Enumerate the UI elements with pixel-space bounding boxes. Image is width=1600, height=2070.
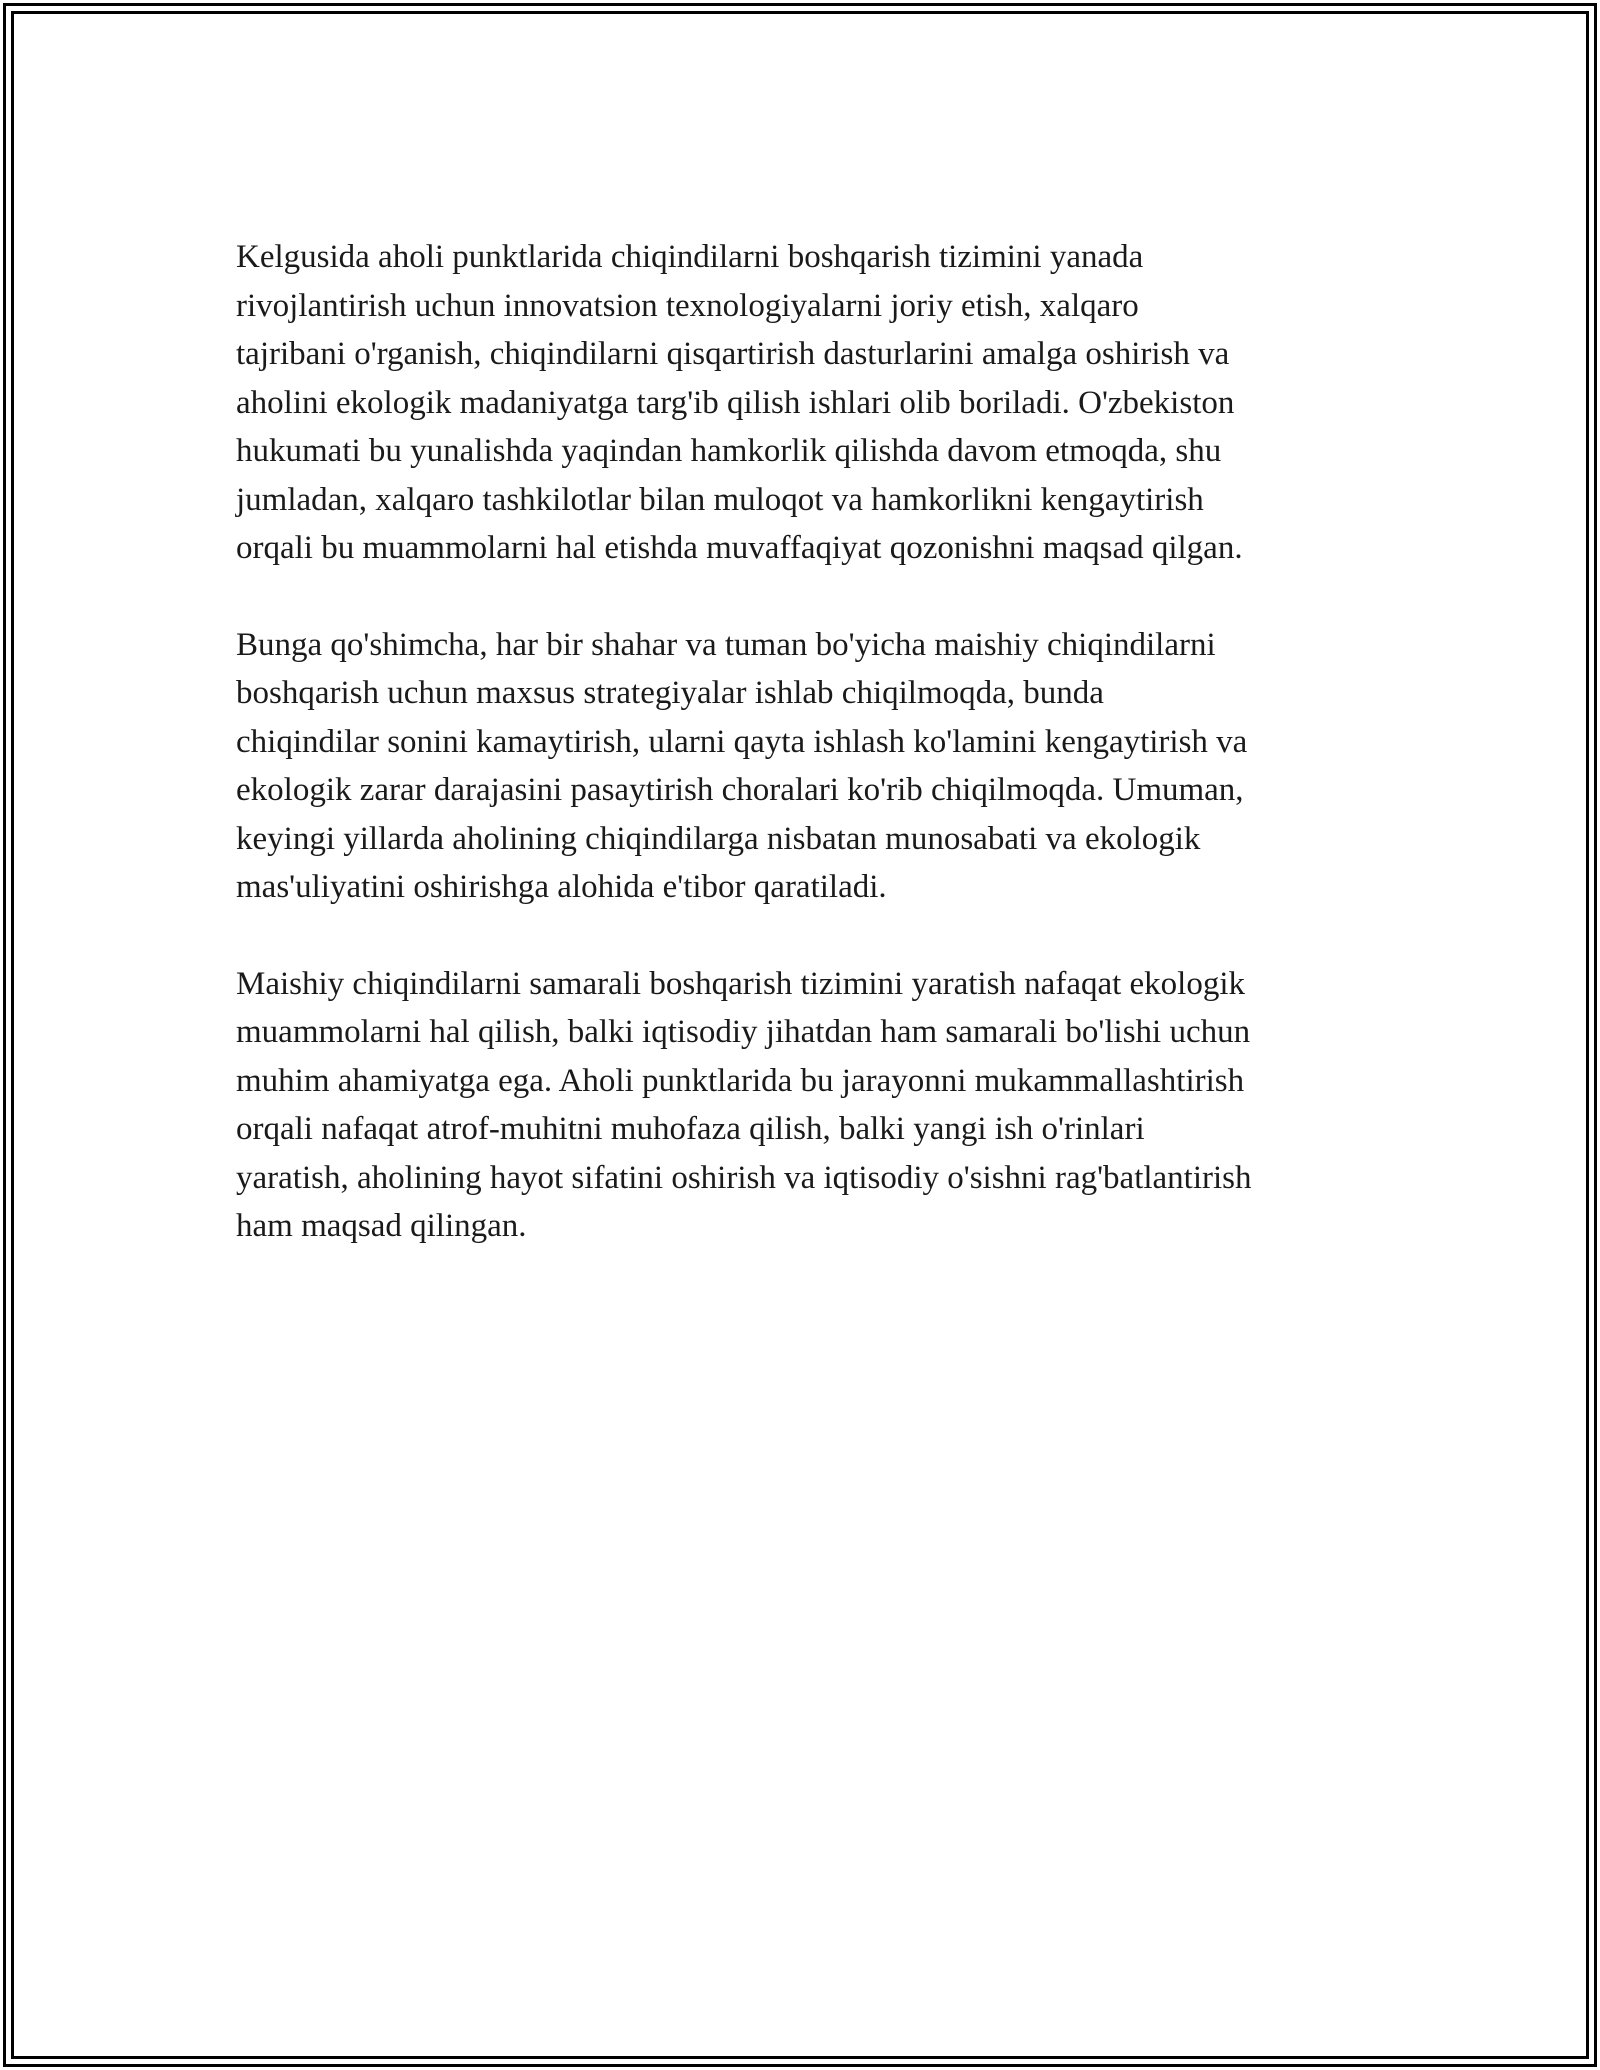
paragraph-line: muhim ahamiyatga ega. Aholi punktlarida bu jarayonni mukammallashtirish — [236, 1062, 1245, 1099]
paragraph-line: chiqindilar sonini kamaytirish, ularni qayta ishlash ko'lamini kengaytirish va — [236, 723, 1248, 760]
paragraph-line: yaratish, aholining hayot sifatini oshirish va iqtisodiy o'sishni rag'batlantirish — [236, 1159, 1252, 1196]
paragraph-line: keyingi yillarda aholining chiqindilarga nisbatan munosabati va ekologik — [236, 820, 1201, 857]
paragraph-line: orqali bu muammolarni hal etishda muvaffaqiyat qozonishni maqsad qilgan. — [236, 530, 1243, 566]
paragraph-2 — [236, 621, 1376, 912]
paragraph-line: ham maqsad qilingan. — [236, 1208, 527, 1244]
paragraph-line: tajribani o'rganish, chiqindilarni qisqartirish dasturlarini amalga oshirish va — [236, 336, 1230, 372]
paragraph-line: orqali nafaqat atrof-muhitni muhofaza qilish, balki yangi ish o'rinlari — [236, 1111, 1145, 1147]
paragraph-line: boshqarish uchun maxsus strategiyalar ishlab chiqilmoqda, bunda — [236, 675, 1104, 711]
paragraph-line: jumladan, xalqaro tashkilotlar bilan muloqot va hamkorlikni kengaytirish — [236, 481, 1204, 518]
paragraph-line: Bunga qo'shimcha, har bir shahar va tuman bo'yicha maishiy chiqindilarni — [236, 626, 1216, 663]
paragraph-line: ekologik zarar darajasini pasaytirish choralari ko'rib chiqilmoqda. Umuman, — [236, 772, 1244, 808]
paragraph-line: mas'uliyatini oshirishga alohida e'tibor qaratiladi. — [236, 869, 887, 905]
paragraph-line: rivojlantirish uchun innovatsion texnologiyalarni joriy etish, xalqaro — [236, 287, 1139, 324]
paragraph-line: Kelgusida aholi punktlarida chiqindilarni boshqarish tizimini yanada — [236, 239, 1144, 275]
paragraph-3 — [236, 960, 1376, 1251]
paragraph-line: Maishiy chiqindilarni samarali boshqarish tizimini yaratish nafaqat ekologik — [236, 965, 1246, 1002]
paragraph-1 — [236, 233, 1376, 573]
paragraph-line: aholini ekologik madaniyatga targ'ib qilish ishlari olib boriladi. O'zbekiston — [236, 384, 1235, 421]
paragraph-line: hukumati bu yunalishda yaqindan hamkorlik qilishda davom etmoqda, shu — [236, 433, 1222, 469]
paragraph-line: muammolarni hal qilish, balki iqtisodiy jihatdan ham samarali bo'lishi uchun — [236, 1014, 1251, 1050]
document-body — [236, 233, 1376, 1299]
